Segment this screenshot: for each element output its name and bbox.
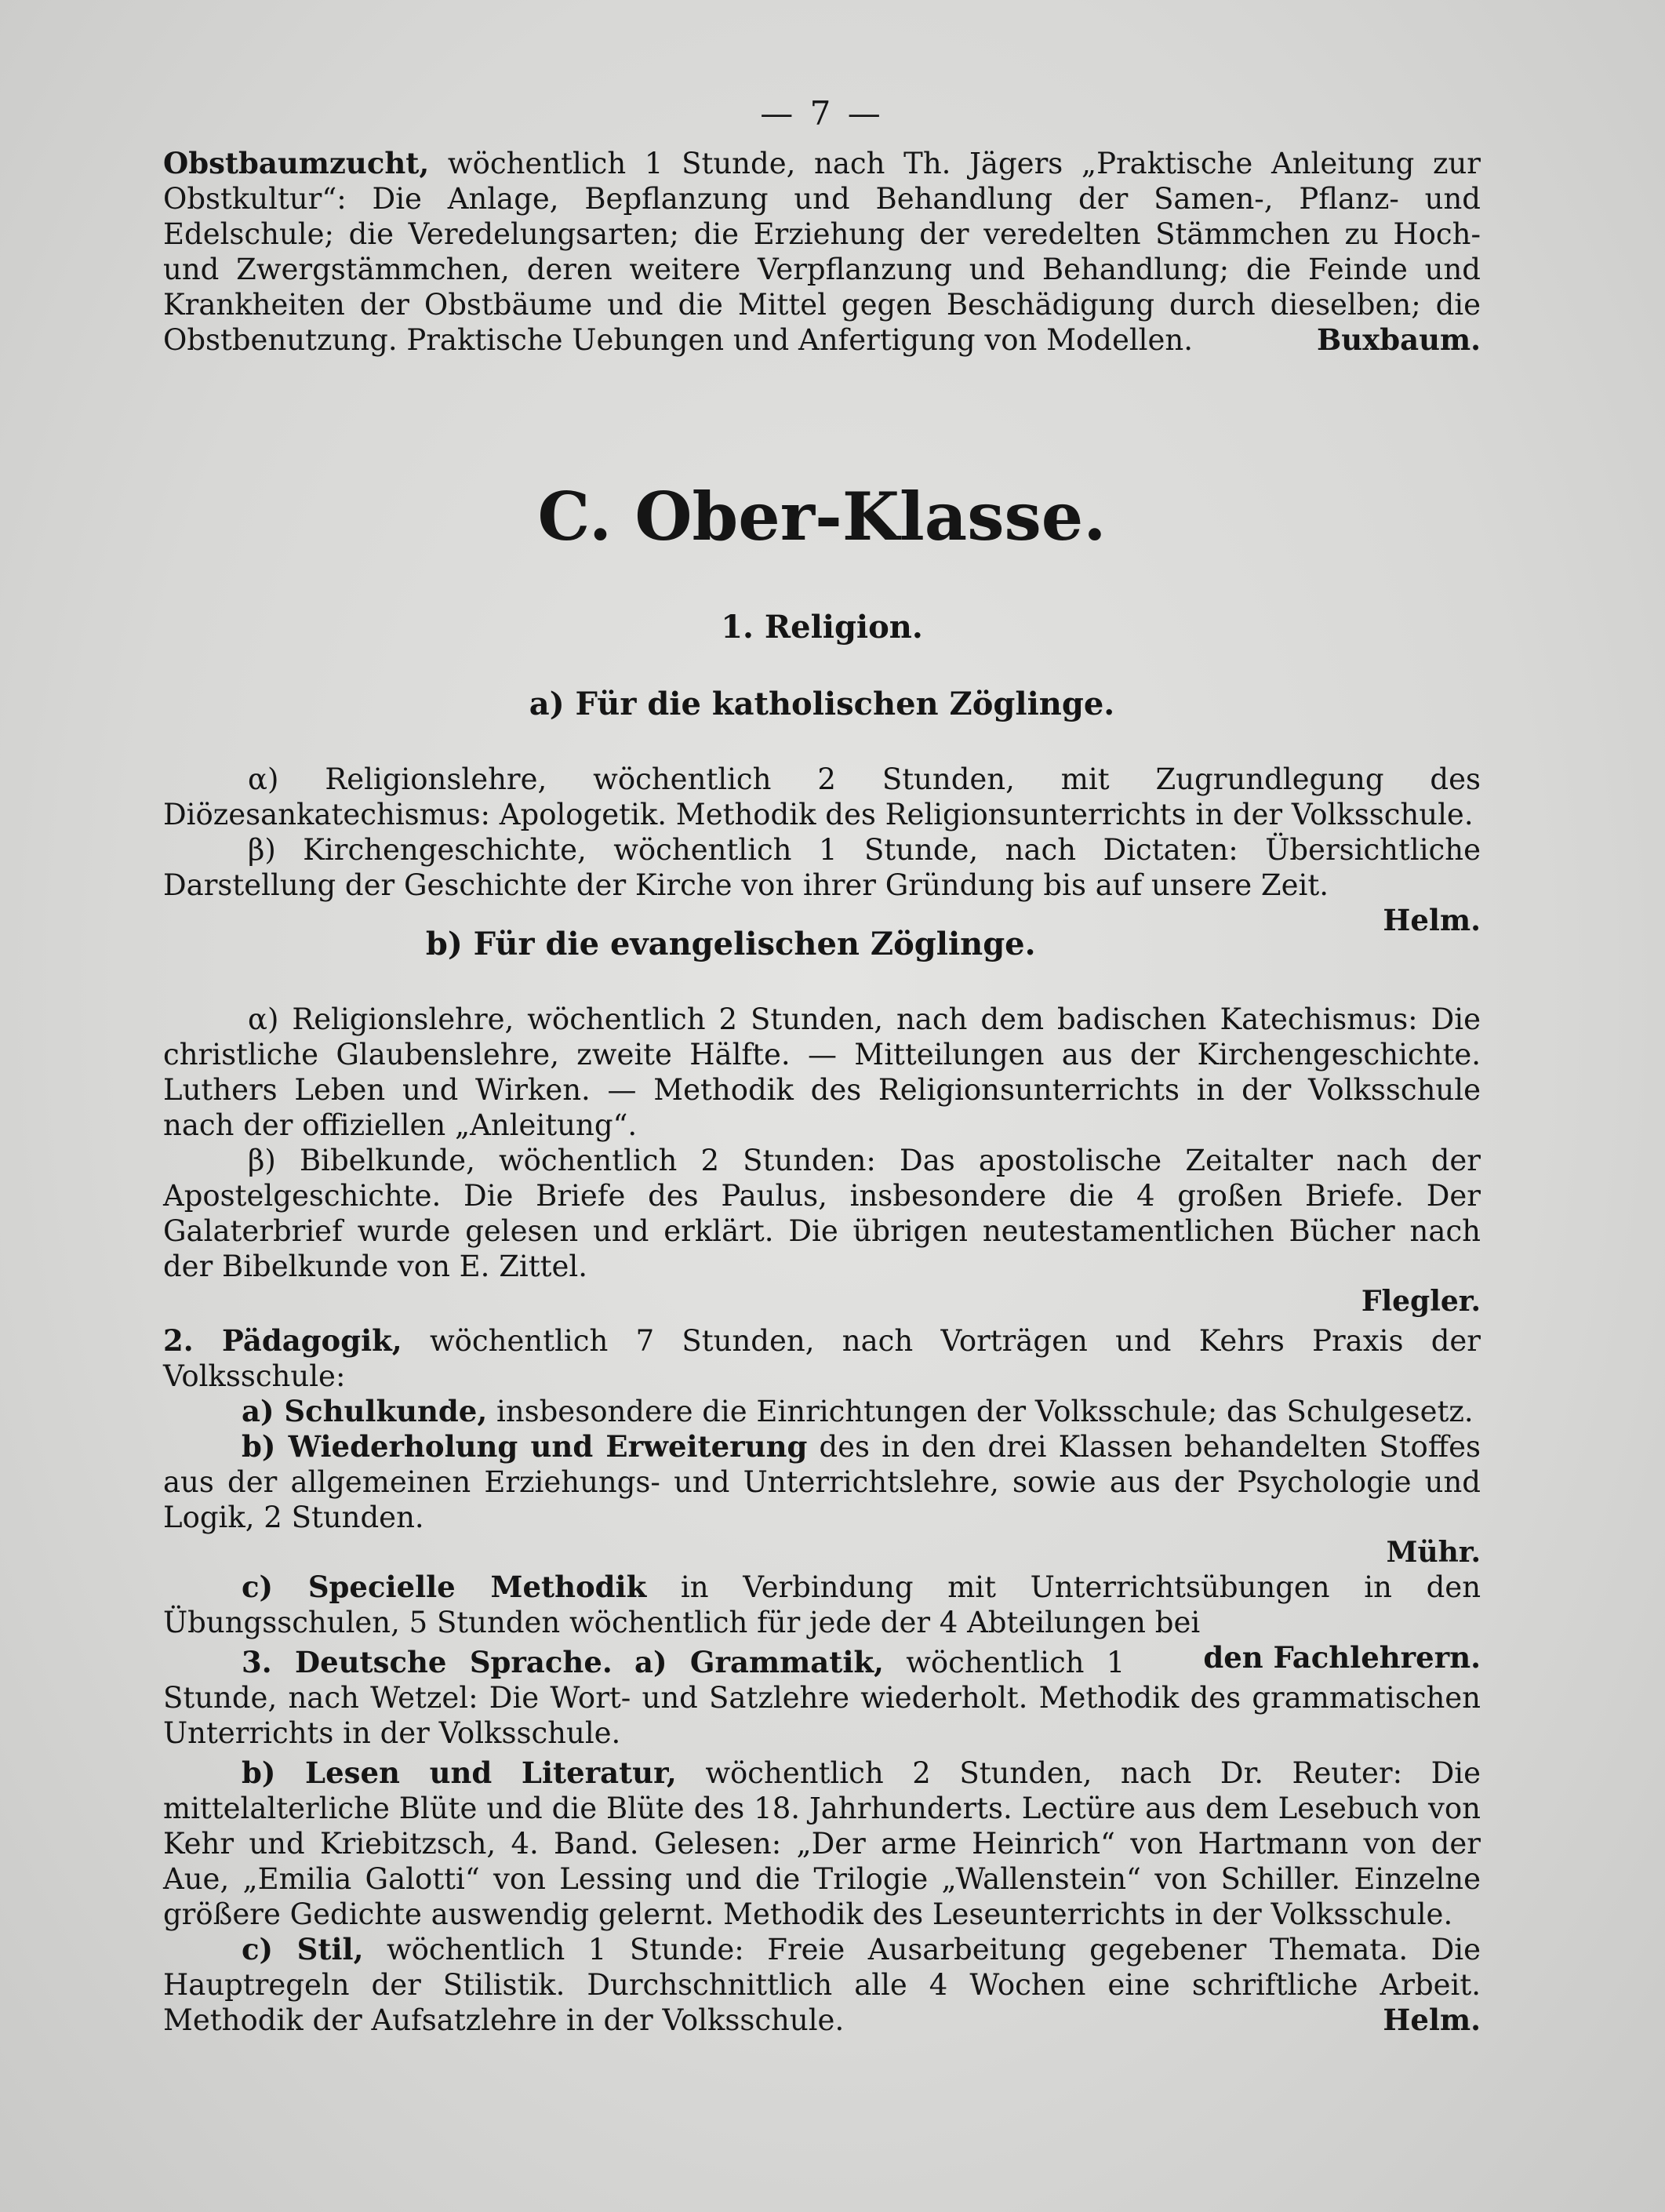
paedagogik-a-text: insbesondere die Einrichtungen der Volksschule; das Schulgesetz. <box>496 1395 1474 1429</box>
deutsch-c-teacher: Helm. <box>1383 2003 1481 2038</box>
obstbaumzucht-heading: Obstbaumzucht, <box>163 146 430 180</box>
obstbaumzucht-text: wöchentlich 1 Stunde, nach Th. Jägers „Praktische Anleitung zur Obstkultur“: Die Anlage, Bepflanzung und Behandlung der Samen-, Pflanz- und Edelschule; die Veredelungsarten; die Erziehung der veredelten Stämmchen zu Hoch- und Zwergstämmchen, deren weitere Verpflanzung und Behandlung; die Feinde und Krankheiten der Obstbäume und die Mittel gegen Beschädigung durch dieselben; die Obstbenutzung. Praktische Uebungen und Anfertigung von Modellen. <box>163 147 1481 357</box>
section-title: C. Ober-Klasse. <box>537 478 1107 555</box>
paedagogik-b-heading: b) Wiederholung und Erweiterung <box>242 1429 808 1464</box>
catholic-heading: a) Für die katholischen Zöglinge. <box>529 686 1115 723</box>
paedagogik-b-paragraph <box>163 1429 1481 1535</box>
deutsch-a-heading: a) Grammatik, <box>634 1645 884 1680</box>
catholic-beta-paragraph <box>163 832 1481 938</box>
evangelical-alpha-text: α) Religionslehre, wöchentlich 2 Stunden, nach dem badischen Katechismus: Die christliche Glaubenslehre, zweite Hälfte. — Mitteilungen aus der Kirchengeschichte. Luthers Leben und Wirken. — Methodik des Religionsunterrichts in der Volksschule nach der offiziellen „Anleitung“. <box>163 1002 1481 1143</box>
catholic-beta-text: β) Kirchengeschichte, wöchentlich 1 Stunde, nach Dictaten: Übersichtliche Darstellung der Geschichte der Kirche von ihrer Gründung bis auf unsere Zeit. <box>163 833 1481 903</box>
religion-heading: 1. Religion. <box>721 609 923 646</box>
paedagogik-a-heading: a) Schulkunde, <box>242 1394 488 1429</box>
deutsch-c-paragraph <box>163 1932 1481 2038</box>
deutsch-c-heading: c) Stil, <box>242 1932 364 1967</box>
evangelical-teacher: Flegler. <box>1361 1285 1481 1319</box>
obstbaumzucht-teacher: Buxbaum. <box>1316 322 1481 357</box>
evangelical-beta-text: β) Bibelkunde, wöchentlich 2 Stunden: Das apostolische Zeitalter nach der Apostelgeschichte. Die Briefe des Paulus, insbesondere die 4 großen Briefe. Der Galaterbrief wurde gelesen und erklärt. Die übrigen neutestamentlichen Bücher nach der Bibelkunde von E. Zittel. <box>163 1144 1481 1284</box>
paedagogik-heading: 2. Pädagogik, <box>163 1323 402 1359</box>
paedagogik-b-text: des in den drei Klassen behandelten Stoffes aus der allgemeinen Erziehungs- und Unterrichtslehre, sowie aus der Psychologie und Logik, 2 Stunden. <box>163 1430 1481 1535</box>
paedagogik-c-text: in Verbindung mit Unterrichtsübungen in den Übungsschulen, 5 Stunden wöchentlich für jede der 4 Abteilungen bei <box>163 1570 1481 1640</box>
paedagogik-text: wöchentlich 7 Stunden, nach Vorträgen und Kehrs Praxis der Volksschule: <box>163 1324 1481 1394</box>
paedagogik-paragraph <box>163 1323 1481 1394</box>
page-number: — 7 — <box>760 94 884 133</box>
deutsch-b-text: wöchentlich 2 Stunden, nach Dr. Reuter: Die mittelalterliche Blüte und die Blüte des 18. Jahrhunderts. Lectüre aus dem Lesebuch von Kehr und Kriebitzsch, 4. Band. Gelesen: „Der arme Heinrich“ von Hartmann von der Aue, „Emilia Galotti“ von Lessing und die Trilogie „Wallenstein“ von Schiller. Einzelne größere Gedichte auswendig gelernt. Methodik des Leseunterrichts in der Volksschule. <box>163 1756 1481 1932</box>
deutsch-b-paragraph <box>163 1755 1481 1932</box>
paedagogik-c-teacher: den Fachlehrern. <box>1203 1640 1481 1675</box>
obstbaumzucht-paragraph <box>163 146 1481 358</box>
paedagogik-a-paragraph <box>163 1394 1481 1429</box>
deutsch-a-text: wöchentlich 1 Stunde, nach Wetzel: Die Wort- und Satzlehre wiederholt. Methodik des grammatischen Unterrichts in der Volksschule. <box>163 1646 1481 1751</box>
evangelical-beta-paragraph <box>163 1143 1481 1284</box>
paedagogik-c-heading: c) Specielle Methodik <box>242 1570 647 1605</box>
catholic-alpha-paragraph <box>163 762 1481 832</box>
deutsch-b-heading: b) Lesen und Literatur, <box>242 1755 677 1791</box>
catholic-alpha-text: α) Religionslehre, wöchentlich 2 Stunden, mit Zugrundlegung des Diözesankatechismus: Apologetik. Methodik des Religionsunterrichts in der Volksschule. <box>163 762 1481 832</box>
page-content <box>163 94 1481 2038</box>
evangelical-heading: b) Für die evangelischen Zöglinge. <box>425 926 1036 963</box>
evangelical-alpha-paragraph <box>163 1002 1481 1143</box>
catholic-teacher: Helm. <box>1383 903 1481 938</box>
deutsch-c-text: wöchentlich 1 Stunde: Freie Ausarbeitung gegebener Themata. Die Hauptregeln der Stilistik. Durchschnittlich alle 4 Wochen eine schriftliche Arbeit. Methodik der Aufsatzlehre in der Volksschule. <box>163 1933 1481 2038</box>
paedagogik-b-teacher: Mühr. <box>1386 1536 1481 1570</box>
deutsch-heading: 3. Deutsche Sprache. <box>242 1645 613 1680</box>
